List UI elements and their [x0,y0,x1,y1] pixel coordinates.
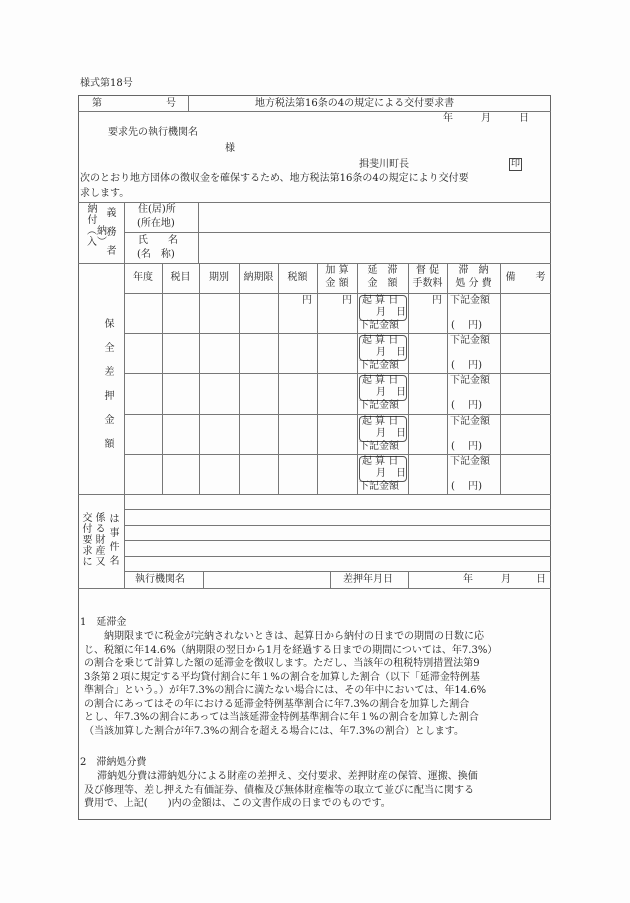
table-cell[interactable] [501,334,550,372]
table-cell[interactable] [200,294,238,332]
yen-unit: 円 [342,295,352,306]
seizure-date-label: 差押年月日 [343,574,393,585]
divider [203,571,204,588]
case-name-field[interactable] [126,496,549,570]
column-header: 督 促 [415,265,440,276]
divider [188,95,189,111]
note-line: 滞納処分費は滞納処分による財産の差押え、交付要求、差押財産の保管、運搬、換価 [84,771,478,782]
table-cell[interactable] [200,334,238,372]
case-label-col2: 係る財産又 [95,513,106,568]
table-cell[interactable] [501,415,550,453]
note-line: 及び修理等、差し押えた有価証券、債権及び無体財産権等の取立て並びに配当に関する [84,784,474,796]
divider [124,293,551,294]
column-header: 金 額 [367,278,398,289]
delay-amount-label: 下記金額 [359,441,399,452]
taxpayer-label-col1: 納付︵納入︶ [87,204,107,248]
address-label: 住(居)所 [138,204,176,215]
disposal-amount-label: 下記金額 [450,335,490,346]
column-header: 年度 [133,272,153,283]
seal-box: 印 [510,159,520,169]
note-line: の割合にあってはその年における延滞金特例基準割合に年7.3%の割合を加算した割合 [84,698,470,710]
table-cell[interactable] [409,334,446,372]
agency-label: 執行機関名 [135,574,185,585]
note-line: 準割合」という。）が年7.3%の割合に満たない場合には、その年中においては、年14.6% [84,685,487,696]
table-cell[interactable] [501,294,550,332]
divider [78,494,551,495]
table-cell[interactable] [163,455,198,493]
divider [408,571,409,588]
table-side-label: 保全差押金額 [104,319,115,450]
recipient-label: 要求先の執行機関名 [108,127,198,138]
delay-month-day: 月 日 [376,347,406,358]
divider [199,263,200,494]
column-header: 備 考 [505,272,546,283]
delay-amount-label: 下記金額 [359,360,399,371]
delay-amount-label: 下記金額 [359,320,399,331]
table-cell[interactable] [279,334,316,372]
sender-name: 揖斐川町長 [359,159,409,170]
table-cell[interactable] [240,334,277,372]
column-header: 延 滞 [367,265,398,276]
form-number: 様式第18号 [80,78,133,89]
name-label-sub: (名 称) [137,249,175,260]
column-header: 手数料 [412,278,443,289]
table-cell[interactable] [409,455,446,493]
divider [330,571,331,588]
delay-amount-label: 下記金額 [359,481,399,492]
table-cell[interactable] [409,415,446,453]
column-header: 処 分 費 [455,278,492,289]
table-cell[interactable] [318,455,356,493]
table-cell[interactable] [125,294,161,332]
table-cell[interactable] [318,415,356,453]
agency-field[interactable] [205,573,329,587]
table-cell[interactable] [125,455,161,493]
note-line: 費用で、上記( )内の金額は、この文書作成の日までのものです。 [84,798,391,809]
table-cell[interactable] [163,334,198,372]
divider [78,263,551,264]
disposal-amount-paren: ( 円) [451,481,482,492]
taxpayer-label-col2: 義務者 [106,208,117,257]
case-label-col3: は事件名 [109,514,120,567]
table-cell[interactable] [240,415,277,453]
name-label: 氏 名 [138,235,178,246]
table-cell[interactable] [125,415,161,453]
table-cell[interactable] [200,415,238,453]
delay-month-day: 月 日 [376,307,406,318]
divider [357,263,358,494]
form-title: 地方税法第16条の4の規定による交付要求書 [255,98,455,109]
honorific-sama: 様 [225,143,235,154]
note2-title: 2 滞納処分費 [80,757,147,768]
divider [124,373,551,374]
table-cell[interactable] [501,455,550,493]
disposal-amount-paren: ( 円) [451,360,482,371]
note-line: とし、年7.3%の割合にあっては当該延滞金特例基準割合に年１%の割合を加算した割合 [84,712,479,723]
divider [124,454,551,455]
table-cell[interactable] [163,294,198,332]
divider [239,263,240,494]
table-cell[interactable] [200,455,238,493]
divider [78,111,551,112]
note-line: 納期限までに税金が完納されないときは、起算日から納付の日までの期間の日数に応 [84,631,484,642]
column-header: 金 額 [325,278,349,289]
divider [124,263,125,494]
note-line: （当該加算した割合が年7.3%の割合を超える場合には、年7.3%の割合）とします。 [84,725,465,737]
table-cell[interactable] [409,374,446,412]
column-header: 滞 納 [458,265,489,276]
note1-title: 1 延滞金 [80,617,127,628]
seizure-month: 月 [501,574,511,585]
table-cell[interactable] [240,374,277,412]
divider [78,202,551,203]
case-label-col1: 交付要求に [82,513,93,568]
disposal-amount-label: 下記金額 [450,375,490,386]
column-header: 加 算 [325,265,349,276]
disposal-amount-paren: ( 円) [451,320,482,331]
column-header: 税目 [170,272,191,283]
delay-start-label: 起 算 日 [362,456,399,467]
table-cell[interactable] [318,334,356,372]
disposal-amount-paren: ( 円) [451,441,482,452]
delay-month-day: 月 日 [376,387,406,398]
table-cell[interactable] [240,455,277,493]
seizure-year: 年 [463,574,473,585]
delay-month-day: 月 日 [376,468,406,479]
delay-month-day: 月 日 [376,428,406,439]
address-field[interactable] [200,204,549,231]
note-line: の割合を乗じて計算した額の延滞金を徴収します。ただし、当該年の租税特別措置法第9 [84,658,480,669]
note2-body [84,770,478,811]
divider [124,232,551,233]
yen-unit: 円 [302,295,312,306]
note1-body [84,630,497,738]
divider [124,414,551,415]
column-header: 納期限 [243,272,274,283]
table-cell[interactable] [279,415,316,453]
doc-number-suffix: 号 [166,98,176,109]
date-month: 月 [481,113,491,124]
table-cell[interactable] [501,374,550,412]
note-line: 3条第２項に規定する平均貸付割合に年１%の割合を加算した割合（以下「延滞金特例基 [84,671,480,683]
doc-number-prefix: 第 [92,98,102,109]
delay-start-label: 起 算 日 [362,375,399,386]
table-cell[interactable] [125,334,161,372]
table-cell[interactable] [125,374,161,412]
delay-start-label: 起 算 日 [362,416,399,427]
table-cell[interactable] [318,374,356,412]
date-year: 年 [443,113,453,124]
column-header: 期別 [209,272,229,283]
column-header: 税額 [287,272,308,283]
note-line: じ、税額に年14.6%（納期限の翌日から1月を経過する日までの期間については、年7.3%） [84,644,498,656]
address-label-sub: (所在地) [137,218,175,229]
divider [447,263,448,494]
delay-start-label: 起 算 日 [362,335,399,346]
seizure-day: 日 [536,574,546,585]
delay-amount-label: 下記金額 [359,400,399,411]
divider [124,333,551,334]
disposal-amount-label: 下記金額 [450,416,490,427]
name-field[interactable] [200,234,549,262]
delay-start-label: 起 算 日 [362,295,399,306]
date-day: 日 [519,113,529,124]
yen-unit: 円 [432,295,442,306]
table-cell[interactable] [163,374,198,412]
table-cell[interactable] [200,374,238,412]
divider [317,263,318,494]
divider [278,263,279,494]
divider [500,263,501,494]
intro-text-line1: 次のとおり地方団体の徴収金を確保するため、地方税法第16条の4の規定により交付要 [80,173,469,184]
disposal-amount-label: 下記金額 [450,295,490,306]
divider [408,263,409,494]
table-cell[interactable] [163,415,198,453]
divider [124,571,551,572]
disposal-amount-paren: ( 円) [451,400,482,411]
divider [78,588,551,589]
disposal-amount-label: 下記金額 [450,456,490,467]
intro-text-line2: 求します。 [80,188,130,199]
table-cell[interactable] [279,374,316,412]
table-cell[interactable] [279,455,316,493]
divider [162,263,163,494]
table-cell[interactable] [240,294,277,332]
